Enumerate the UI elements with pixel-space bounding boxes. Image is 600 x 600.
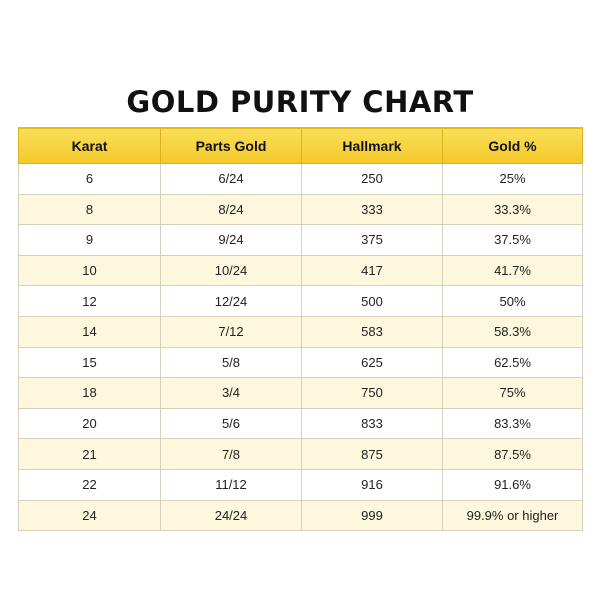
chart-title: GOLD PURITY CHART bbox=[126, 85, 474, 119]
hallmark-cell: 916 bbox=[302, 469, 443, 500]
header-parts-gold: Parts Gold bbox=[161, 128, 302, 164]
table-row bbox=[19, 439, 583, 470]
table-row bbox=[19, 255, 583, 286]
hallmark-cell: 500 bbox=[302, 286, 443, 317]
karat-cell: 20 bbox=[19, 408, 161, 439]
karat-cell: 8 bbox=[19, 194, 161, 225]
table-row bbox=[19, 225, 583, 256]
parts-gold-cell: 7/8 bbox=[161, 439, 302, 470]
table-row bbox=[19, 469, 583, 500]
header-gold-percent: Gold % bbox=[443, 128, 583, 164]
parts-gold-cell: 7/12 bbox=[161, 316, 302, 347]
gold-percent-cell: 91.6% bbox=[443, 469, 583, 500]
hallmark-cell: 625 bbox=[302, 347, 443, 378]
karat-cell: 10 bbox=[19, 255, 161, 286]
gold-purity-table bbox=[18, 127, 583, 531]
parts-gold-cell: 10/24 bbox=[161, 255, 302, 286]
karat-cell: 24 bbox=[19, 500, 161, 531]
hallmark-cell: 875 bbox=[302, 439, 443, 470]
parts-gold-cell: 5/8 bbox=[161, 347, 302, 378]
gold-percent-cell: 37.5% bbox=[443, 225, 583, 256]
table-row bbox=[19, 408, 583, 439]
karat-cell: 15 bbox=[19, 347, 161, 378]
table-header-row bbox=[19, 128, 583, 164]
header-hallmark: Hallmark bbox=[302, 128, 443, 164]
karat-cell: 22 bbox=[19, 469, 161, 500]
karat-cell: 6 bbox=[19, 164, 161, 195]
parts-gold-cell: 12/24 bbox=[161, 286, 302, 317]
parts-gold-cell: 24/24 bbox=[161, 500, 302, 531]
hallmark-cell: 375 bbox=[302, 225, 443, 256]
parts-gold-cell: 11/12 bbox=[161, 469, 302, 500]
table-row bbox=[19, 194, 583, 225]
gold-percent-cell: 87.5% bbox=[443, 439, 583, 470]
table-row bbox=[19, 500, 583, 531]
hallmark-cell: 333 bbox=[302, 194, 443, 225]
gold-percent-cell: 41.7% bbox=[443, 255, 583, 286]
parts-gold-cell: 8/24 bbox=[161, 194, 302, 225]
karat-cell: 12 bbox=[19, 286, 161, 317]
header-karat: Karat bbox=[19, 128, 161, 164]
gold-percent-cell: 83.3% bbox=[443, 408, 583, 439]
parts-gold-cell: 5/6 bbox=[161, 408, 302, 439]
hallmark-cell: 999 bbox=[302, 500, 443, 531]
karat-cell: 9 bbox=[19, 225, 161, 256]
karat-cell: 18 bbox=[19, 378, 161, 409]
parts-gold-cell: 6/24 bbox=[161, 164, 302, 195]
hallmark-cell: 750 bbox=[302, 378, 443, 409]
gold-percent-cell: 75% bbox=[443, 378, 583, 409]
gold-percent-cell: 62.5% bbox=[443, 347, 583, 378]
gold-percent-cell: 33.3% bbox=[443, 194, 583, 225]
table-row bbox=[19, 347, 583, 378]
gold-percent-cell: 58.3% bbox=[443, 316, 583, 347]
karat-cell: 21 bbox=[19, 439, 161, 470]
parts-gold-cell: 3/4 bbox=[161, 378, 302, 409]
table-row bbox=[19, 316, 583, 347]
table-row bbox=[19, 164, 583, 195]
gold-percent-cell: 25% bbox=[443, 164, 583, 195]
hallmark-cell: 417 bbox=[302, 255, 443, 286]
hallmark-cell: 250 bbox=[302, 164, 443, 195]
gold-percent-cell: 99.9% or higher bbox=[443, 500, 583, 531]
parts-gold-cell: 9/24 bbox=[161, 225, 302, 256]
hallmark-cell: 833 bbox=[302, 408, 443, 439]
hallmark-cell: 583 bbox=[302, 316, 443, 347]
table-row bbox=[19, 286, 583, 317]
gold-percent-cell: 50% bbox=[443, 286, 583, 317]
karat-cell: 14 bbox=[19, 316, 161, 347]
table-row bbox=[19, 378, 583, 409]
